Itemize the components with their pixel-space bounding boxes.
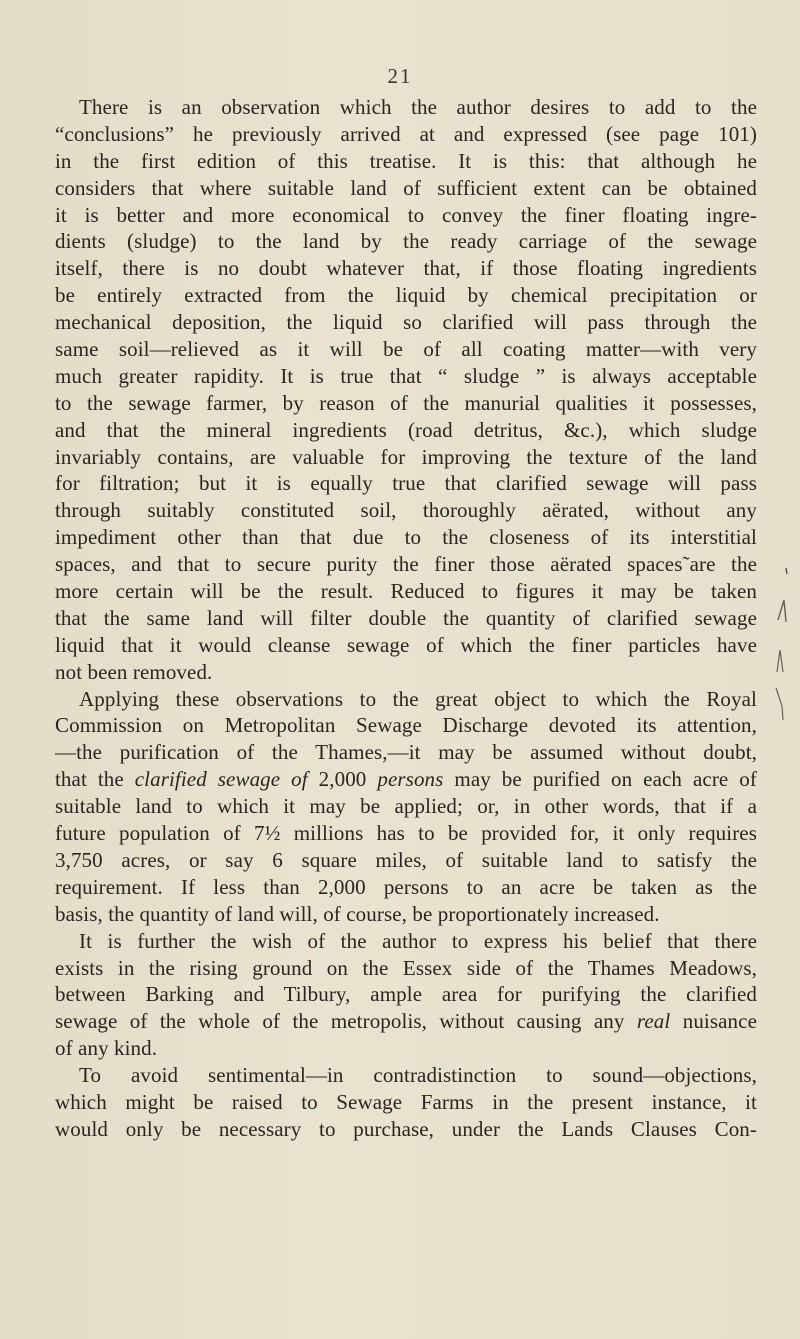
text-line: requirement. If less than 2,000 persons to an acre be taken as the xyxy=(55,874,757,899)
text-line: exists in the rising ground on the Essex side of the Thames Meadows, xyxy=(55,955,757,980)
text-run: sewage of the whole of the metropolis, without causing any xyxy=(55,1009,625,1034)
text-line: same soil—relieved as it will be of all coating matter—with very xyxy=(55,337,757,362)
body-text xyxy=(55,94,757,1143)
text-line: invariably contains, are valuable for improving the texture of the land xyxy=(55,444,757,469)
text-line: itself, there is no doubt whatever that, if those floating ingredients xyxy=(55,256,757,281)
paragraph-2 xyxy=(55,686,757,928)
italic-phrase: real xyxy=(636,1009,671,1034)
text-run: nuisance xyxy=(670,1009,757,1034)
text-line: basis, the quantity of land will, of course, be proportionately increased. xyxy=(55,901,660,926)
paragraph-1 xyxy=(55,94,757,686)
text-line: There is an observation which the author desires to add to the xyxy=(79,95,757,119)
text-line: suitable land to which it may be applied; or, in other words, that if a xyxy=(55,794,757,819)
text-line: between Barking and Tilbury, ample area for purifying the clarified xyxy=(55,982,757,1007)
text-line: 3,750 acres, or say 6 square miles, of suitable land to satisfy the xyxy=(55,847,757,872)
text-line: Applying these observations to the great object to which the Royal xyxy=(79,686,757,711)
text-line: dients (sludge) to the land by the ready carriage of the sewage xyxy=(55,229,757,254)
page-number: 21 xyxy=(387,64,413,88)
text-line-with-italics xyxy=(55,766,757,793)
paragraph-4 xyxy=(55,1062,757,1143)
text-line: be entirely extracted from the liquid by chemical precipitation or xyxy=(55,283,757,308)
text-line-with-italics xyxy=(55,1008,757,1035)
binding-edge-marks xyxy=(770,560,800,740)
text-line: impediment other than that due to the closeness of its interstitial xyxy=(55,525,757,550)
text-line: for filtration; but it is equally true that clarified sewage will pass xyxy=(55,471,757,496)
text-line: mechanical deposition, the liquid so clarified will pass through the xyxy=(55,310,757,335)
paragraph-3 xyxy=(55,928,757,1062)
text-line: liquid that it would cleanse sewage of which the finer particles have xyxy=(55,632,757,657)
text-line: future population of 7½ millions has to be provided for, it only requires xyxy=(55,821,757,846)
text-line: spaces, and that to secure purity the finer those aërated spaces˜are the xyxy=(55,552,757,577)
italic-phrase: clarified sewage of xyxy=(134,767,308,792)
text-line: it is better and more economical to convey the finer floating ingre- xyxy=(55,202,757,227)
text-line: through suitably constituted soil, thoroughly aërated, without any xyxy=(55,498,757,523)
text-line: to the sewage farmer, by reason of the manurial qualities it possesses, xyxy=(55,390,757,415)
text-line: which might be raised to Sewage Farms in the present instance, it xyxy=(55,1089,757,1114)
text-run: that the xyxy=(55,767,135,792)
text-line: To avoid sentimental—in contradistinction to sound—objections, xyxy=(79,1063,757,1088)
text-line: and that the mineral ingredients (road detritus, &c.), which sludge xyxy=(55,417,757,442)
text-line: considers that where suitable land of sufficient extent can be obtained xyxy=(55,175,757,200)
text-line: much greater rapidity. It is true that “ sludge ” is always acceptable xyxy=(55,363,757,388)
text-line: Commission on Metropolitan Sewage Discharge devoted its attention, xyxy=(55,713,757,738)
text-line: would only be necessary to purchase, under the Lands Clauses Con- xyxy=(55,1116,757,1141)
text-line: more certain will be the result. Reduced to figures it may be taken xyxy=(55,579,757,604)
text-line: not been removed. xyxy=(55,659,213,684)
text-line: in the first edition of this treatise. It is this: that although he xyxy=(55,148,757,173)
italic-phrase: persons xyxy=(377,767,444,792)
text-run: may be purified on each acre of xyxy=(443,767,757,792)
text-line: It is further the wish of the author to express his belief that there xyxy=(79,928,757,953)
text-line: —the purification of the Thames,—it may be assumed without doubt, xyxy=(55,740,757,765)
text-run: 2,000 xyxy=(307,767,378,792)
text-line: of any kind. xyxy=(55,1036,158,1061)
text-line: “conclusions” he previously arrived at and expressed (see page 101) xyxy=(55,121,757,146)
text-line: that the same land will filter double the quantity of clarified sewage xyxy=(55,605,757,630)
